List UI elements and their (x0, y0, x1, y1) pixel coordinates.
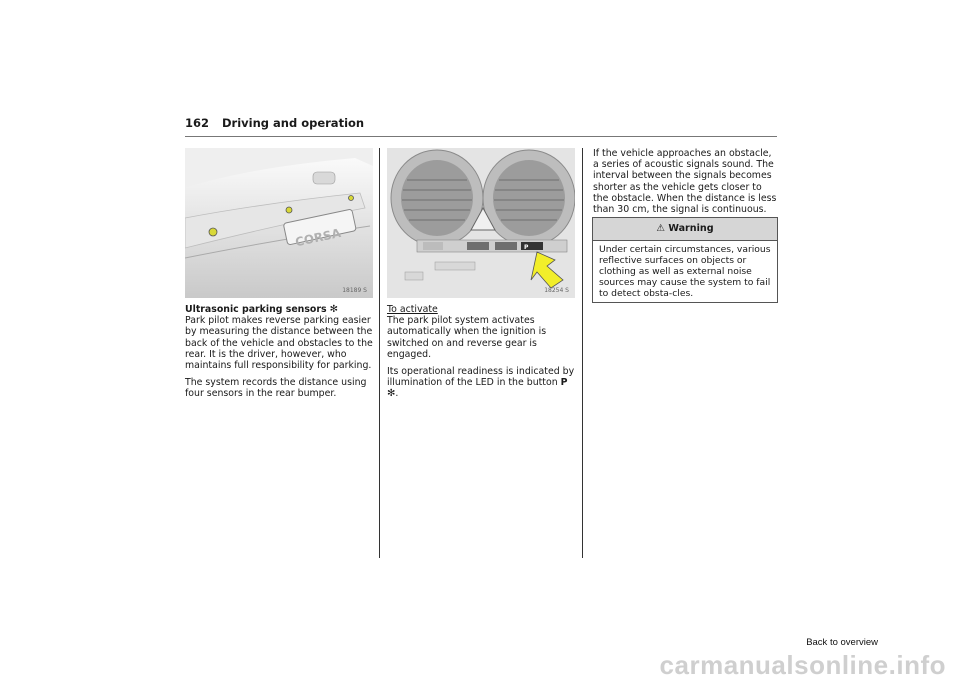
column-1 (185, 304, 373, 406)
parking-sensor (349, 196, 354, 201)
parking-sensor (209, 228, 217, 236)
warning-box (592, 217, 778, 303)
warning-header (593, 218, 777, 241)
subheading: To activate (387, 304, 438, 315)
park-pilot-button-label: P (524, 244, 529, 251)
rear-bumper-drawing (185, 148, 373, 298)
column-3 (593, 148, 777, 221)
center-console-illustration (387, 148, 575, 298)
watermark (0, 650, 960, 679)
park-pilot-symbol: P (560, 377, 568, 389)
column-divider-right (582, 148, 583, 558)
column-divider-left (379, 148, 380, 558)
paragraph: The system records the distance using four sensors in the rear bumper. (185, 377, 367, 400)
column-2: To activate The park pilot system activates automatically when the ignition is switched on and reverse gear is engaged. Its operational readiness is indicated by illumination of the LED in the button P ✻. (387, 304, 575, 400)
figure-id: 18254 S (544, 287, 569, 294)
rear-bumper-illustration (185, 148, 373, 298)
warning-icon: ⚠ (656, 223, 665, 234)
watermark-text: carmanualsonline.info (659, 650, 946, 680)
parking-sensor-icon: ✻ (387, 388, 396, 400)
page-header (185, 116, 777, 137)
section-heading: Ultrasonic parking sensors (185, 304, 327, 315)
page-number: 162 (185, 116, 210, 130)
paragraph: Park pilot makes reverse parking easier by measuring the distance between the back of the vehicle and obstacles to the rear. It is the driver, however, who maintains full responsibility for parking. (185, 315, 373, 372)
paragraph: The park pilot system activates automatically when the ignition is switched on and reverse gear is engaged. (387, 315, 547, 360)
parking-sensor (286, 207, 292, 213)
center-console-drawing (387, 148, 575, 298)
license-plate-text: CORSA (294, 225, 343, 250)
back-to-overview-link[interactable]: Back to overview (806, 637, 878, 648)
section-title: Driving and operation (222, 116, 365, 130)
paragraph: If the vehicle approaches an obstacle, a series of acoustic signals sound. The interval between the signals becomes shorter as the vehicle gets closer to the obstacle. When the distance is less than 30 cm, the signal is continuous. (593, 148, 777, 216)
paragraph: Its operational readiness is indicated by illumination of the LED in the button (387, 366, 575, 389)
figure-id: 18189 S (342, 287, 367, 294)
warning-text: Under certain circumstances, various reflective surfaces on objects or clothing as well as external noise sources may cause the system to fail to detect obsta-cles. (599, 244, 771, 299)
parking-sensor-icon: ✻ (329, 304, 338, 315)
warning-title: Warning (668, 223, 714, 234)
